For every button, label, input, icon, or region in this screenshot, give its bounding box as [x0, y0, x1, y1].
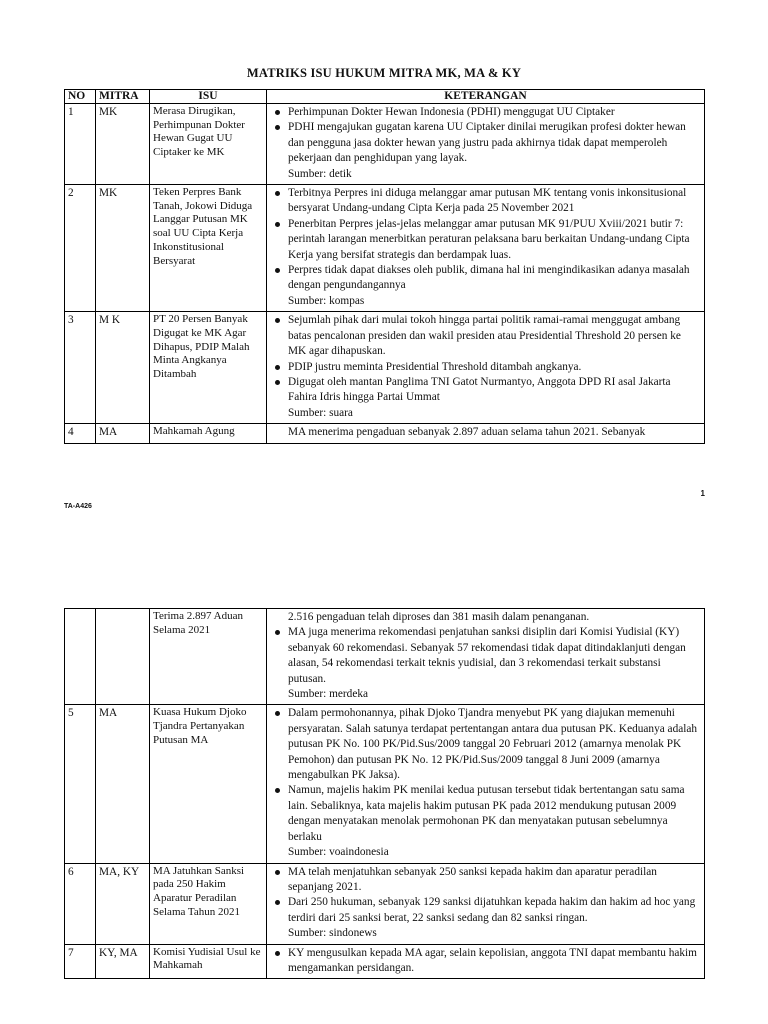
source-note: Sumber: suara — [288, 406, 353, 419]
row-isu: Terima 2.897 Aduan Selama 2021 — [150, 609, 267, 705]
source-note: Sumber: sindonews — [288, 927, 377, 940]
row-keterangan — [267, 185, 705, 312]
table-row — [65, 609, 705, 705]
row-mitra: MK — [96, 185, 150, 312]
source-note: Sumber: detik — [288, 167, 352, 180]
row-no: 7 — [65, 944, 96, 979]
row-mitra: M K — [96, 312, 150, 424]
row-mitra: MA — [96, 424, 150, 443]
list-item: KY mengusulkan kepada MA agar, selain kepolisian, anggota TNI dapat membantu hakim mengamankan persidangan. — [288, 946, 701, 977]
table-row — [65, 424, 705, 443]
row-no: 2 — [65, 185, 96, 312]
list-item: MA telah menjatuhkan sebanyak 250 sanksi kepada hakim dan aparatur peradilan sepanjang 2021. — [288, 865, 701, 896]
row-keterangan — [267, 312, 705, 424]
row-mitra: KY, MA — [96, 944, 150, 979]
row-isu: Kuasa Hukum Djoko Tjandra Pertanyakan Putusan MA — [150, 705, 267, 863]
issue-matrix-table — [64, 89, 705, 444]
list-item: Perpres tidak dapat diakses oleh publik, dimana hal ini mengindikasikan adanya masalah dengan pengundangannya — [288, 263, 701, 294]
row-no: 1 — [65, 104, 96, 185]
row-isu: Mahkamah Agung — [150, 424, 267, 443]
source-note: Sumber: voaindonesia — [288, 846, 389, 859]
list-item: MA juga menerima rekomendasi penjatuhan sanksi disiplin dari Komisi Yudisial (KY) sebanyak 60 rekomendasi. Sebanyak 57 rekomendasi tidak dapat ditindaklanjuti dengan alasan, 54 rekomendasi terkait teknis yudisial, dan 3 rekomendasi terkait substansi putusan. — [288, 625, 701, 687]
table-row — [65, 705, 705, 863]
row-isu: PT 20 Persen Banyak Digugat ke MK Agar Dihapus, PDIP Malah Minta Angkanya Ditambah — [150, 312, 267, 424]
document-title: MATRIKS ISU HUKUM MITRA MK, MA & KY — [246, 66, 522, 80]
source-note: Sumber: kompas — [288, 294, 365, 307]
row-no: 3 — [65, 312, 96, 424]
header-no: NO — [65, 90, 96, 104]
table-row — [65, 312, 705, 424]
row-keterangan — [267, 705, 705, 863]
row-keterangan — [267, 104, 705, 185]
row-mitra: MK — [96, 104, 150, 185]
row-mitra: MA — [96, 705, 150, 863]
list-item: Terbitnya Perpres ini diduga melanggar amar putusan MK tentang vonis inkonsitusional bersyarat Undang-undang Cipta Kerja pada 25 November 2021 — [288, 186, 701, 217]
page-number: 1 — [700, 489, 705, 498]
list-item: Namun, majelis hakim PK menilai kedua putusan tersebut tidak bertentangan satu sama lain. Sebaliknya, kata majelis hakim putusan PK pada 2012 mendukung putusan 2009 dengan menyatakan menolak permohonan PK dan menyatakan putusan sebelumnya berlaku — [288, 783, 701, 845]
table-header-row — [65, 90, 705, 104]
header-mitra: MITRA — [96, 90, 150, 104]
row-keterangan — [267, 863, 705, 944]
list-item: MA menerima pengaduan sebanyak 2.897 aduan selama tahun 2021. Sebanyak — [288, 425, 701, 440]
row-keterangan — [267, 609, 705, 705]
list-item: Digugat oleh mantan Panglima TNI Gatot Nurmantyo, Anggota DPD RI asal Jakarta Fahira Idris hingga Partai Ummat — [288, 375, 701, 406]
row-no: 4 — [65, 424, 96, 443]
page-2 — [0, 530, 768, 1024]
table-row — [65, 185, 705, 312]
list-item: PDHI mengajukan gugatan karena UU Ciptaker dinilai merugikan profesi dokter hewan dan pengguna jasa dokter hewan yang justru pada akhirnya tidak dapat memperoleh pekerjaan dan penghidupan yang layak. — [288, 120, 701, 166]
row-no: 5 — [65, 705, 96, 863]
list-item: Dalam permohonannya, pihak Djoko Tjandra menyebut PK yang diajukan memenuhi persyaratan. Salah satunya terdapat pertentangan antara dua putusan PK. Keduanya adalah putusan PK No. 100 PK/Pid.Sus/2009 tanggal 20 Februari 2012 (amarnya menolak PK Pemohon) dan putusan PK No. 12 PK/Pid.Sus/2009 tanggal 8 Juni 2009 (amarnya mengabulkan PK Jaksa). — [288, 706, 701, 783]
header-keterangan: KETERANGAN — [267, 90, 705, 104]
row-keterangan — [267, 944, 705, 979]
footer-code: TA-A426 — [64, 503, 92, 510]
row-keterangan — [267, 424, 705, 443]
header-isu: ISU — [150, 90, 267, 104]
row-isu: Teken Perpres Bank Tanah, Jokowi Diduga Langgar Putusan MK soal UU Cipta Kerja Inkonstitusional Bersyarat — [150, 185, 267, 312]
list-item: PDIP justru meminta Presidential Threshold ditambah angkanya. — [288, 360, 701, 375]
issue-matrix-table-continued — [64, 608, 705, 979]
row-mitra — [96, 609, 150, 705]
row-isu: MA Jatuhkan Sanksi pada 250 Hakim Aparatur Peradilan Selama Tahun 2021 — [150, 863, 267, 944]
row-mitra: MA, KY — [96, 863, 150, 944]
source-note: Sumber: merdeka — [288, 688, 368, 701]
list-item: Penerbitan Perpres jelas-jelas melanggar amar putusan MK 91/PUU Xviii/2021 butir 7: perintah larangan menerbitkan peraturan pelaksana baru berkaitan Undang-undang Cipta Kerja yang bersifat strategis dan berdampak luas. — [288, 217, 701, 263]
row-no: 6 — [65, 863, 96, 944]
table-row — [65, 863, 705, 944]
list-item: 2.516 pengaduan telah diproses dan 381 masih dalam penanganan. — [288, 611, 590, 623]
row-isu: Merasa Dirugikan, Perhimpunan Dokter Hewan Gugat UU Ciptaker ke MK — [150, 104, 267, 185]
table-row — [65, 944, 705, 979]
row-no — [65, 609, 96, 705]
list-item: Sejumlah pihak dari mulai tokoh hingga partai politik ramai-ramai menggugat ambang batas pencalonan presiden dan wakil presiden atau Presidential Threshold 20 persen ke MK agar dihapuskan. — [288, 313, 701, 359]
list-item: Perhimpunan Dokter Hewan Indonesia (PDHI) menggugat UU Ciptaker — [288, 105, 701, 120]
table-row — [65, 104, 705, 185]
list-item: Dari 250 hukuman, sebanyak 129 sanksi dijatuhkan kepada hakim dan hakim ad hoc yang terdiri dari 25 sanksi berat, 22 sanksi sedang dan 82 sanksi ringan. — [288, 895, 701, 926]
row-isu: Komisi Yudisial Usul ke Mahkamah — [150, 944, 267, 979]
